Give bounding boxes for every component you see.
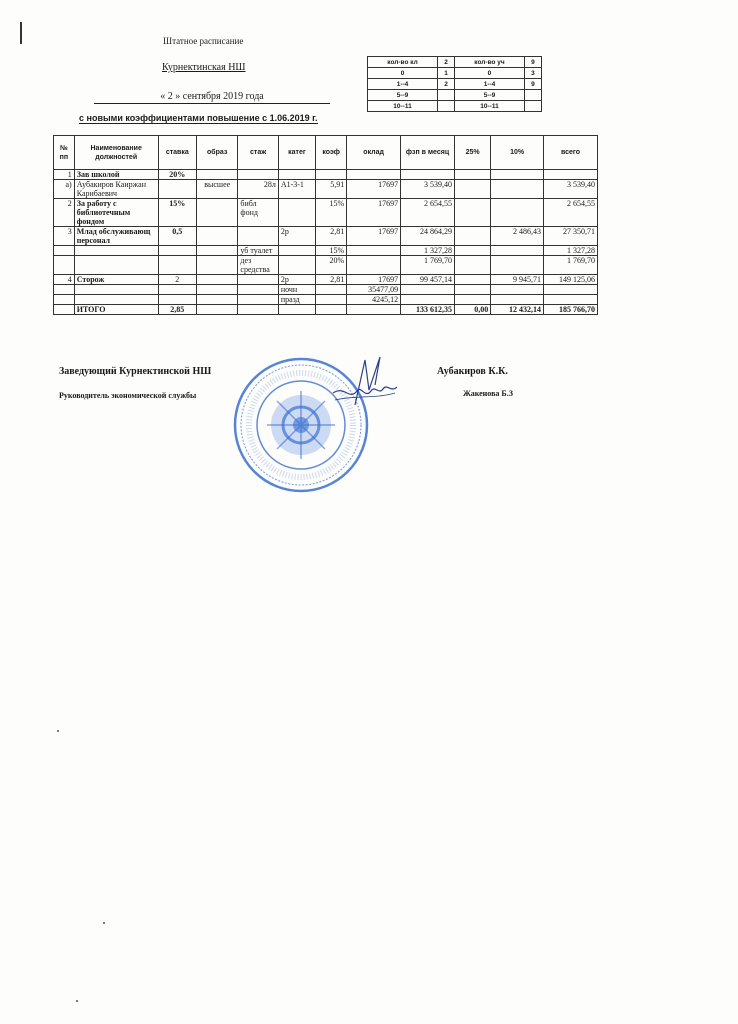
table-cell — [491, 180, 544, 199]
class-count-cell: 9 — [524, 57, 541, 68]
table-cell: 2,81 — [316, 227, 347, 246]
table-cell: 1 327,28 — [544, 246, 598, 256]
class-count-cell: 5--9 — [455, 90, 525, 101]
table-cell: 15% — [316, 199, 347, 227]
table-cell — [401, 285, 455, 295]
table-row — [54, 256, 598, 275]
table-cell: 0,00 — [454, 305, 490, 315]
table-cell: ночн — [278, 285, 315, 295]
table-cell — [278, 246, 315, 256]
table-cell — [316, 285, 347, 295]
table-row — [54, 285, 598, 295]
class-count-cell: 1--4 — [368, 79, 438, 90]
class-count-cell: 0 — [368, 68, 438, 79]
table-cell — [544, 170, 598, 180]
column-header: ставка — [158, 136, 196, 170]
table-row — [54, 275, 598, 285]
table-cell: 28л — [238, 180, 278, 199]
table-cell: 12 432,14 — [491, 305, 544, 315]
column-header: катег — [278, 136, 315, 170]
table-cell — [158, 180, 196, 199]
column-header: стаж — [238, 136, 278, 170]
handwritten-signature — [325, 355, 405, 410]
table-cell — [238, 275, 278, 285]
table-cell: Сторож — [74, 275, 158, 285]
column-header: 25% — [454, 136, 490, 170]
table-cell: 15% — [316, 246, 347, 256]
table-cell: 2р — [278, 275, 315, 285]
head-title: Заведующий Курнектинской НШ — [59, 366, 212, 377]
table-cell: 27 350,71 — [544, 227, 598, 246]
table-cell — [491, 256, 544, 275]
table-cell — [544, 295, 598, 305]
table-cell: За работу с библиотечным фондом — [74, 199, 158, 227]
table-cell: 2 — [54, 199, 75, 227]
table-cell: Аубакиров Каиржан Карибаевич — [74, 180, 158, 199]
table-cell — [158, 285, 196, 295]
table-cell: 99 457,14 — [401, 275, 455, 285]
class-count-row — [368, 57, 542, 68]
class-count-cell: 2 — [438, 57, 455, 68]
table-cell: празд — [278, 295, 315, 305]
school-name: Курнектинская НШ — [162, 62, 246, 73]
table-cell — [196, 305, 237, 315]
table-row — [54, 305, 598, 315]
table-cell: 17697 — [347, 180, 401, 199]
table-cell: 9 945,71 — [491, 275, 544, 285]
table-cell: 20% — [316, 256, 347, 275]
scan-speck — [76, 1000, 78, 1002]
column-header: образ — [196, 136, 237, 170]
staffing-table-header — [54, 136, 598, 170]
economic-service-title: Руководитель экономической службы — [59, 391, 197, 400]
class-count-cell: 10--11 — [455, 101, 525, 112]
table-cell — [278, 170, 315, 180]
table-cell — [544, 285, 598, 295]
table-cell: А1-3-1 — [278, 180, 315, 199]
table-cell: 1 769,70 — [401, 256, 455, 275]
class-count-cell: кол-во кл — [368, 57, 438, 68]
table-cell — [401, 170, 455, 180]
table-cell — [278, 256, 315, 275]
table-cell — [347, 170, 401, 180]
coefficient-note: с новыми коэффициентами повышение с 1.06.2019 г. — [79, 113, 318, 123]
table-cell — [454, 275, 490, 285]
class-count-row — [368, 101, 542, 112]
class-count-cell: 3 — [524, 68, 541, 79]
table-cell — [196, 275, 237, 285]
table-row — [54, 180, 598, 199]
economist-name: Жакенова Б.З — [463, 389, 513, 398]
column-header: № пп — [54, 136, 75, 170]
table-cell: 17697 — [347, 227, 401, 246]
table-cell — [491, 170, 544, 180]
table-cell: а) — [54, 180, 75, 199]
table-cell: 4245,12 — [347, 295, 401, 305]
table-cell — [454, 199, 490, 227]
table-cell: 133 612,35 — [401, 305, 455, 315]
table-cell — [196, 246, 237, 256]
document-title: Штатное расписание — [163, 36, 244, 46]
class-count-row — [368, 79, 542, 90]
table-cell — [278, 305, 315, 315]
table-cell — [74, 285, 158, 295]
table-cell: 24 864,29 — [401, 227, 455, 246]
table-cell: Зав школой — [74, 170, 158, 180]
table-cell — [54, 256, 75, 275]
table-cell — [238, 170, 278, 180]
table-cell — [74, 246, 158, 256]
table-cell: 35477,09 — [347, 285, 401, 295]
table-cell: 2,81 — [316, 275, 347, 285]
table-cell — [278, 199, 315, 227]
table-cell — [316, 170, 347, 180]
table-row — [54, 199, 598, 227]
table-cell — [54, 285, 75, 295]
class-count-cell: 1 — [438, 68, 455, 79]
class-count-cell — [438, 90, 455, 101]
table-cell: 20% — [158, 170, 196, 180]
column-header: коэф — [316, 136, 347, 170]
table-cell — [74, 295, 158, 305]
table-cell: 2 654,55 — [401, 199, 455, 227]
table-cell: 3 539,40 — [544, 180, 598, 199]
table-row — [54, 295, 598, 305]
table-cell — [491, 199, 544, 227]
table-cell — [54, 295, 75, 305]
staffing-table-body — [54, 170, 598, 315]
class-count-row — [368, 90, 542, 101]
table-cell: 149 125,06 — [544, 275, 598, 285]
table-cell — [347, 305, 401, 315]
table-cell — [491, 285, 544, 295]
margin-mark — [20, 22, 22, 44]
class-count-cell: 9 — [524, 79, 541, 90]
class-count-cell: 5--9 — [368, 90, 438, 101]
table-cell: уб туалет — [238, 246, 278, 256]
table-cell: 4 — [54, 275, 75, 285]
table-cell — [491, 246, 544, 256]
table-cell: 15% — [158, 199, 196, 227]
table-cell — [454, 256, 490, 275]
table-cell — [196, 285, 237, 295]
table-cell — [491, 295, 544, 305]
class-count-cell — [438, 101, 455, 112]
table-cell: 3 — [54, 227, 75, 246]
table-cell — [316, 305, 347, 315]
table-cell: 1 769,70 — [544, 256, 598, 275]
table-cell — [401, 295, 455, 305]
table-cell — [196, 295, 237, 305]
table-row — [54, 227, 598, 246]
column-header: 10% — [491, 136, 544, 170]
column-header: всего — [544, 136, 598, 170]
table-cell — [54, 305, 75, 315]
table-cell: 17697 — [347, 275, 401, 285]
table-cell — [316, 295, 347, 305]
table-cell: 3 539,40 — [401, 180, 455, 199]
column-header: фзп в месяц — [401, 136, 455, 170]
column-header: Наименование должностей — [74, 136, 158, 170]
class-count-cell: 0 — [455, 68, 525, 79]
class-count-body — [368, 57, 542, 112]
table-cell: 1 — [54, 170, 75, 180]
table-cell — [158, 256, 196, 275]
table-cell — [158, 246, 196, 256]
document-date: « 2 » сентября 2019 года — [94, 91, 330, 104]
class-count-cell: 10--11 — [368, 101, 438, 112]
class-count-cell: 1--4 — [455, 79, 525, 90]
class-count-cell: 2 — [438, 79, 455, 90]
table-cell: 2р — [278, 227, 315, 246]
table-cell: 2 — [158, 275, 196, 285]
table-cell — [454, 295, 490, 305]
table-cell — [454, 170, 490, 180]
table-row — [54, 246, 598, 256]
table-cell — [347, 256, 401, 275]
table-cell: 1 327,28 — [401, 246, 455, 256]
table-cell — [196, 227, 237, 246]
table-cell — [454, 227, 490, 246]
table-cell: 185 766,70 — [544, 305, 598, 315]
table-cell: 2,85 — [158, 305, 196, 315]
table-cell — [74, 256, 158, 275]
table-cell — [238, 285, 278, 295]
table-cell: 2 654,55 — [544, 199, 598, 227]
table-cell — [196, 199, 237, 227]
table-cell — [54, 246, 75, 256]
table-cell: 17697 — [347, 199, 401, 227]
table-cell — [158, 295, 196, 305]
table-cell: библ фонд — [238, 199, 278, 227]
table-cell — [238, 295, 278, 305]
column-header: оклад — [347, 136, 401, 170]
table-cell — [454, 180, 490, 199]
table-cell: ИТОГО — [74, 305, 158, 315]
table-cell: дез средства — [238, 256, 278, 275]
class-count-cell — [524, 90, 541, 101]
table-cell: высшее — [196, 180, 237, 199]
class-count-table — [367, 56, 542, 112]
table-cell — [454, 285, 490, 295]
table-row — [54, 170, 598, 180]
table-cell — [347, 246, 401, 256]
table-cell — [196, 256, 237, 275]
table-cell: 5,91 — [316, 180, 347, 199]
staffing-table — [53, 135, 598, 315]
head-name: Аубакиров К.К. — [437, 366, 508, 377]
class-count-cell: кол-во уч — [455, 57, 525, 68]
table-cell — [238, 305, 278, 315]
scan-speck — [57, 730, 59, 732]
table-cell — [454, 246, 490, 256]
table-cell: 0,5 — [158, 227, 196, 246]
table-cell: 2 486,43 — [491, 227, 544, 246]
table-cell: Млад обслуживающ персонал — [74, 227, 158, 246]
class-count-row — [368, 68, 542, 79]
scan-speck — [103, 922, 105, 924]
class-count-cell — [524, 101, 541, 112]
table-cell — [196, 170, 237, 180]
table-cell — [238, 227, 278, 246]
